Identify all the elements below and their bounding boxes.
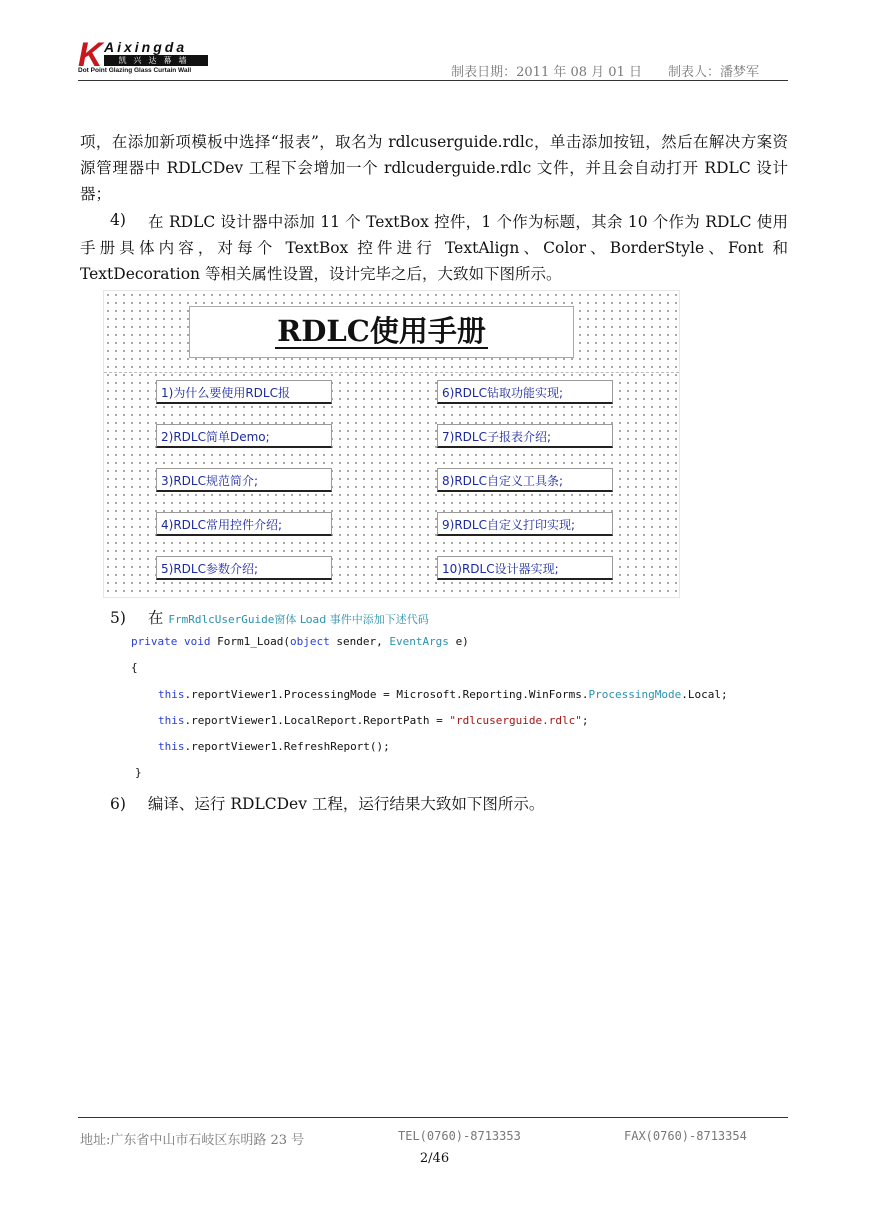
- code-close-brace: }: [135, 766, 142, 779]
- code-line-1: [131, 635, 469, 648]
- code-line-2-b: .Local;: [681, 688, 728, 701]
- designer-title: RDLC使用手册: [277, 314, 486, 348]
- company-logo: [78, 38, 213, 78]
- rdlc-designer-screenshot: [103, 290, 680, 598]
- code-kw-void: void: [183, 635, 211, 648]
- designer-item-left-4: 4)RDLC常用控件介绍;: [156, 512, 332, 536]
- footer-fax: FAX(0760)-8713354: [624, 1129, 747, 1143]
- code-this: this: [158, 688, 185, 701]
- designer-band-line: [104, 372, 679, 373]
- paragraph-intro: 项，在添加新项模板中选择“报表”，取名为 rdlcuserguide.rdlc，单击添加按钮，然后在解决方案资源管理器中 RDLCDev 工程下会增加一个 rdlcuderguide.rdlc 文件，并且会自动打开 RDLC 设计器；: [80, 133, 788, 203]
- header-info: [451, 61, 759, 80]
- code-type-processingmode: ProcessingMode: [588, 688, 682, 701]
- code-line-2: [158, 688, 728, 701]
- step6-line: [110, 792, 544, 814]
- designer-item-left-1: 1)为什么要使用RDLC报: [156, 380, 332, 404]
- code-this: this: [158, 740, 185, 753]
- code-kw-object: object: [289, 635, 330, 648]
- code-string-path: "rdlcuserguide.rdlc": [449, 714, 582, 727]
- code-param-e: e): [455, 635, 469, 648]
- step4-text: 在 RDLC 设计器中添加 11 个 TextBox 控件，1 个作为标题，其余 10 个作为 RDLC 使用手册具体内容，对每个 TextBox 控件进行 TextAlign、Color、BorderStyle、Font 和 TextDecoration 等相关属性设置，设计完毕之后，大致如下图所示。: [80, 213, 788, 283]
- code-line-3-b: ;: [581, 714, 589, 727]
- step6-number: 6): [110, 795, 126, 813]
- code-this: this: [158, 714, 185, 727]
- designer-title-textbox: [189, 306, 574, 358]
- designer-item-left-3: 3)RDLC规范简介;: [156, 468, 332, 492]
- logo-name: Aixingda: [104, 39, 188, 55]
- header-divider: [78, 80, 788, 81]
- header-author: 制表人：潘梦军: [667, 65, 759, 80]
- step4-number: 4): [110, 211, 126, 229]
- code-line-4-a: .reportViewer1.RefreshReport();: [184, 740, 390, 753]
- step5-number: 5): [110, 609, 126, 627]
- designer-item-right-4: 9)RDLC自定义打印实现;: [437, 512, 613, 536]
- step5-form-name: FrmRdlcUserGuide: [168, 613, 275, 626]
- footer-address: 地址:广东省中山市石岐区东明路 23 号: [80, 1133, 305, 1148]
- code-line-2-a: .reportViewer1.ProcessingMode = Microsoft.Reporting.WinForms.: [184, 688, 589, 701]
- code-open-brace: {: [131, 661, 138, 674]
- footer-divider: [78, 1117, 788, 1118]
- code-line-4: [158, 740, 390, 753]
- step5-rest: 窗体 Load 事件中添加下述代码: [274, 613, 429, 626]
- step6-text: 编译、运行 RDLCDev 工程，运行结果大致如下图所示。: [147, 795, 545, 813]
- logo-k-mark: K: [78, 36, 103, 74]
- code-type-eventargs: EventArgs: [389, 635, 449, 648]
- step5-prefix: 在: [147, 609, 164, 627]
- code-line-3-a: .reportViewer1.LocalReport.ReportPath =: [184, 714, 450, 727]
- logo-tagline: Dot Point Glazing Glass Curtain Wall: [78, 67, 192, 74]
- designer-item-right-5: 10)RDLC设计器实现;: [437, 556, 613, 580]
- page-number: 2/46: [419, 1151, 450, 1166]
- code-line-3: [158, 714, 588, 727]
- code-method-name: Form1_Load(: [217, 635, 290, 648]
- designer-item-right-1: 6)RDLC钻取功能实现;: [437, 380, 613, 404]
- code-param-sender: sender,: [336, 635, 383, 648]
- step5-line: [110, 606, 429, 628]
- footer-tel: TEL(0760)-8713353: [398, 1129, 521, 1143]
- logo-chinese-name: 凯兴达幕墙: [104, 55, 208, 66]
- header-date: 制表日期：2011 年 08 月 01 日: [451, 65, 642, 80]
- code-kw-private: private: [131, 635, 178, 648]
- designer-item-right-3: 8)RDLC自定义工具条;: [437, 468, 613, 492]
- designer-item-left-2: 2)RDLC简单Demo;: [156, 424, 332, 448]
- designer-item-right-2: 7)RDLC子报表介绍;: [437, 424, 613, 448]
- designer-item-left-5: 5)RDLC参数介绍;: [156, 556, 332, 580]
